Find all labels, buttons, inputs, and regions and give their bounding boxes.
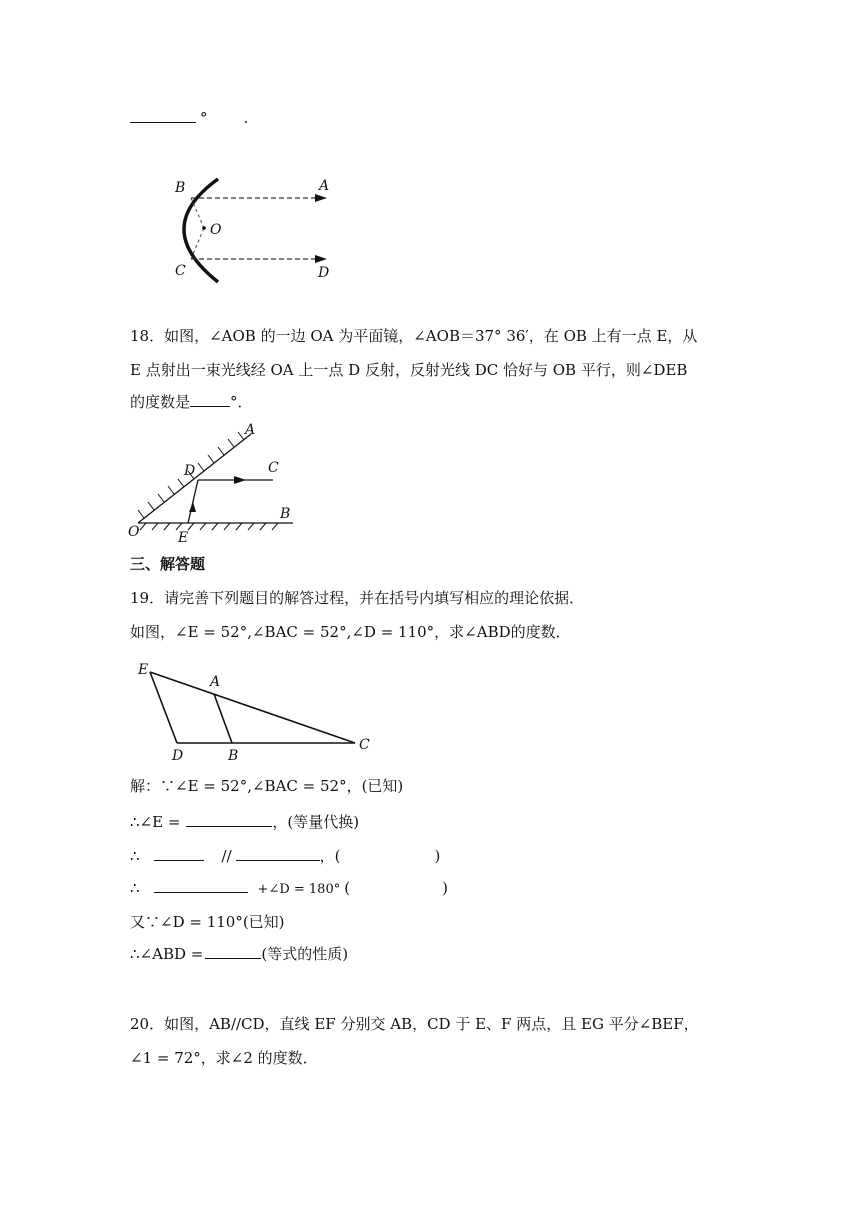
answer-blank (236, 846, 320, 861)
label-A: A (210, 674, 221, 690)
q19-sol6-text: ∴∠ABD = (130, 945, 204, 963)
ray-ED (188, 480, 198, 523)
arrow-DC (234, 476, 246, 484)
label-D: D (318, 265, 330, 281)
label-D: D (184, 463, 196, 479)
q19-sol4-expr: +∠D = 180° (257, 882, 341, 897)
segment-EC (150, 672, 355, 743)
reason-open: ，( (319, 847, 341, 865)
figure-plane-mirror (128, 420, 308, 545)
answer-blank (130, 108, 196, 123)
q18-line-1: 18．如图，∠AOB 的一边 OA 为平面镜，∠AOB＝37° 36′，在 OB 上有一点 E，从 (130, 327, 698, 345)
answer-blank (205, 944, 261, 959)
figure-triangle (130, 660, 380, 770)
label-C: C (359, 737, 370, 753)
label-A: A (245, 422, 256, 438)
label-A: A (319, 178, 330, 194)
q19-line-2: 如图，∠E = 52°,∠BAC = 52°,∠D = 110°，求∠ABD的度数． (130, 623, 571, 641)
q19-solution-6 (130, 944, 348, 964)
label-C: C (175, 263, 186, 279)
q20-line-1: 20．如图，AB//CD，直线 EF 分别交 AB，CD 于 E、F 两点，且 EG 平分∠BEF， (130, 1015, 699, 1033)
figure-concave-mirror (155, 168, 355, 288)
arrow-D (315, 255, 327, 263)
answer-blank (186, 812, 272, 827)
q19-solution-3 (130, 846, 440, 866)
segment-ED (150, 672, 177, 743)
q18-line-2: E 点射出一束光线经 OA 上一点 D 反射，反射光线 DC 恰好与 OB 平行，则∠DEB (130, 361, 688, 379)
arrow-A (315, 194, 327, 202)
answer-blank (154, 846, 204, 861)
label-E: E (138, 662, 149, 678)
answer-blank (190, 392, 230, 407)
q18-text: 的度数是 (130, 393, 191, 411)
q19-solution-2 (130, 812, 359, 832)
arrow-ED (189, 502, 196, 512)
label-O: O (128, 524, 140, 540)
answer-blank (154, 878, 248, 893)
q19-solution-1: 解：∵∠E = 52°,∠BAC = 52°，(已知) (130, 777, 404, 795)
parallel-sign: // (221, 847, 232, 865)
q19-solution-4 (130, 878, 448, 900)
period: . (243, 109, 249, 127)
label-B: B (280, 506, 291, 522)
q20-line-2: ∠1 = 72°，求∠2 的度数． (130, 1049, 318, 1067)
label-C: C (268, 460, 279, 476)
therefore-sign: ∴ (130, 847, 140, 865)
reason-close: ) (442, 879, 448, 897)
label-D: D (172, 748, 184, 764)
q18-line-3 (130, 392, 253, 412)
prev-answer-line (130, 108, 248, 128)
q19-sol2-reason: ，(等量代换) (272, 813, 360, 831)
therefore-sign: ∴ (130, 879, 140, 897)
reason-close: ) (434, 847, 441, 865)
reason-open: ( (344, 879, 351, 897)
degree-sign: ° (200, 109, 208, 127)
label-B: B (175, 180, 186, 196)
q19-solution-5: 又∵∠D = 110°(已知) (130, 913, 285, 931)
q19-line-1: 19．请完善下列题目的解答过程，并在括号内填写相应的理论依据． (130, 589, 585, 607)
point-O (202, 226, 206, 230)
q19-sol6-reason: (等式的性质) (261, 945, 349, 963)
label-E: E (178, 530, 189, 546)
q19-sol2-text: ∴∠E = (130, 813, 181, 831)
label-O: O (210, 222, 222, 238)
section-title: 三、解答题 (130, 555, 206, 573)
label-B: B (228, 748, 239, 764)
q18-degree: °． (230, 393, 253, 411)
segment-AB (214, 694, 232, 743)
hatch-OB (140, 523, 278, 530)
